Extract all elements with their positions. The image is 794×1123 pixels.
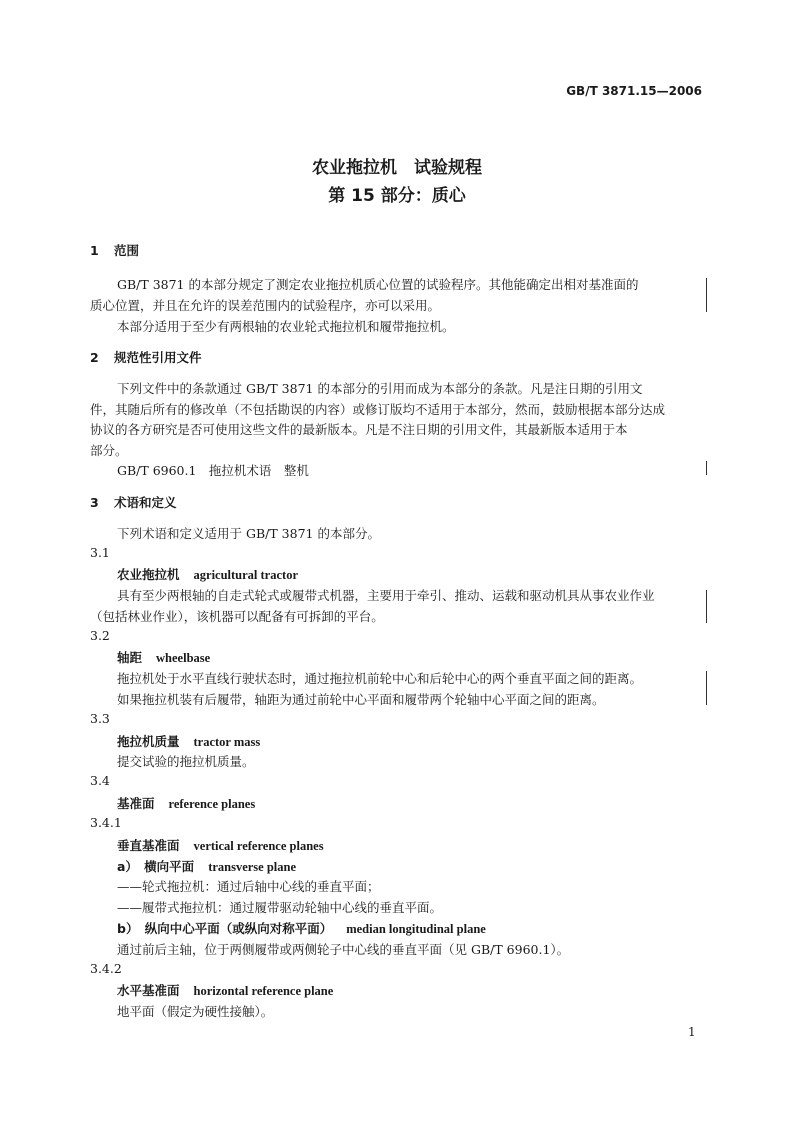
paragraph-line: 部分。 [90, 443, 128, 458]
paragraph-line: 协议的各方研究是否可使用这些文件的最新版本。凡是不注日期的引用文件，其最新版本适用于本 [90, 422, 628, 437]
change-bar [706, 590, 707, 623]
term-entry: 基准面 reference planes [117, 796, 256, 811]
clause-number: 3.3 [90, 711, 110, 726]
term-entry: 垂直基准面 vertical reference planes [117, 838, 324, 853]
definition-line: 具有至少两根轴的自走式轮式或履带式机器，主要用于牵引、推动、运载和驱动机具从事农业作业 [117, 588, 655, 603]
paragraph-line: 件，其随后所有的修改单（不包括勘误的内容）或修订版均不适用于本部分，然而，鼓励根据本部分达成 [90, 402, 666, 417]
section-heading-2: 2 规范性引用文件 [90, 350, 202, 365]
clause-number: 3.4 [90, 773, 110, 788]
section-heading-3: 3 术语和定义 [90, 495, 177, 510]
clause-number: 3.4.1 [90, 815, 122, 830]
term-entry: 拖拉机质量 tractor mass [117, 734, 261, 749]
normative-reference: GB/T 6960.1 拖拉机术语 整机 [117, 463, 309, 478]
document-title: 农业拖拉机 试验规程 [312, 158, 482, 178]
definition-line: 地平面（假定为硬性接触）。 [117, 1004, 274, 1019]
page-number: 1 [688, 1025, 696, 1039]
clause-number: 3.1 [90, 545, 110, 560]
paragraph-line: 本部分适用于至少有两根轴的农业轮式拖拉机和履带拖拉机。 [117, 319, 455, 334]
section-heading-1: 1 范围 [90, 243, 140, 258]
change-bar [706, 461, 707, 475]
list-item: ——轮式拖拉机：通过后轴中心线的垂直平面； [117, 879, 380, 894]
change-bar [706, 671, 707, 705]
definition-line: 通过前后主轴，位于两侧履带或两侧轮子中心线的垂直平面（见 GB/T 6960.1）。 [117, 942, 570, 957]
paragraph-line: 下列文件中的条款通过 GB/T 3871 的本部分的引用而成为本部分的条款。凡是注日期的引用文 [117, 381, 643, 396]
term-entry: 农业拖拉机 agricultural tractor [117, 567, 298, 582]
sub-term-entry: b） 纵向中心平面（或纵向对称平面） median longitudinal plane [117, 921, 486, 936]
standard-number: GB/T 3871.15—2006 [566, 84, 702, 98]
paragraph-line: 质心位置，并且在允许的误差范围内的试验程序，亦可以采用。 [90, 298, 441, 313]
sub-term-entry: a） 横向平面 transverse plane [117, 859, 297, 874]
definition-line: 拖拉机处于水平直线行驶状态时，通过拖拉机前轮中心和后轮中心的两个垂直平面之间的距离。 [117, 671, 643, 686]
term-entry: 轴距 wheelbase [117, 650, 211, 665]
definition-line: 如果拖拉机装有后履带，轴距为通过前轮中心平面和履带两个轮轴中心平面之间的距离。 [117, 692, 605, 707]
clause-number: 3.4.2 [90, 961, 122, 976]
clause-number: 3.2 [90, 628, 110, 643]
term-entry: 水平基准面 horizontal reference plane [117, 983, 334, 998]
change-bar [706, 278, 707, 312]
list-item: ——履带式拖拉机：通过履带驱动轮轴中心线的垂直平面。 [117, 900, 443, 915]
paragraph-line: 下列术语和定义适用于 GB/T 3871 的本部分。 [117, 526, 380, 541]
document-subtitle: 第 15 部分：质心 [328, 186, 466, 206]
definition-line: （包括林业作业），该机器可以配备有可拆卸的平台。 [90, 609, 384, 624]
paragraph-line: GB/T 3871 的本部分规定了测定农业拖拉机质心位置的试验程序。其他能确定出相对基准面的 [117, 277, 639, 292]
definition-line: 提交试验的拖拉机质量。 [117, 754, 255, 769]
